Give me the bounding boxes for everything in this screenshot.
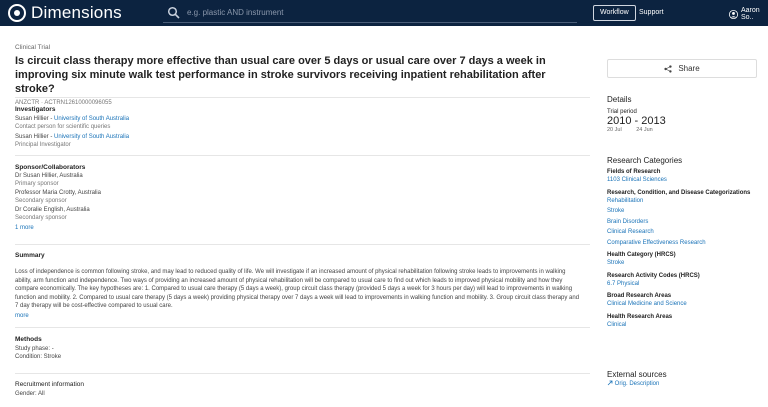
separator: - (48, 116, 55, 122)
condition: Condition: Stroke (15, 353, 62, 360)
investigator-item (15, 116, 129, 131)
sponsor-item (15, 207, 101, 222)
sponsor-item (15, 190, 101, 205)
investigators-heading: Investigators (15, 106, 56, 113)
details-heading: Details (607, 95, 632, 104)
sponsor-name: Dr Susan Hillier, Australia (15, 173, 83, 179)
fields-of-research-label: Fields of Research (607, 169, 661, 175)
search-icon[interactable] (167, 6, 181, 20)
investigator-org-link[interactable]: University of South Australia (54, 134, 130, 140)
summary-section (15, 252, 45, 259)
summary-text: Loss of independence is common following stroke, and may lead to reduced quality of life. We will investigate if an increased amount of physical rehabilitation following stroke leads to improvements in walking ability, arm function and independence. Two ways of providing an increased amount of physical rehabilitation will be compared to usual care to find out which leads to improved physical mobility and how they compare economically. The key hypotheses are: 1. Compared to usual care therapy (5 days a week), group circuit class therapy (provided 5 days a week for 3 hours per day) will lead to improvements in walking function and mobility. 2. Compared to usual care therapy (5 days a week) providing physical therapy over 7 days a week will lead to improvements in walking function and mobility. 3. Group circuit class therapy and 7 day therapy will be cost-effective compared to usual care. (15, 269, 580, 310)
sponsors-heading: Sponsor/Collaborators (15, 164, 86, 171)
top-navigation-bar (0, 0, 768, 26)
rcdc-link[interactable]: Brain Disorders (607, 218, 649, 225)
support-link[interactable]: Support (639, 9, 664, 16)
workflow-button[interactable]: Workflow (593, 5, 636, 21)
rcdc-link[interactable]: Comparative Effectiveness Research (607, 239, 706, 246)
divider (15, 244, 590, 245)
divider (15, 327, 590, 328)
summary-more-link[interactable]: more (15, 313, 29, 319)
health-research-areas-label: Health Research Areas (607, 313, 673, 320)
methods-section (15, 336, 61, 361)
start-date: 20 Jul (607, 127, 622, 133)
methods-heading: Methods (15, 336, 42, 343)
details-panel (607, 95, 757, 133)
external-source-link[interactable] (607, 379, 757, 389)
share-icon (664, 65, 672, 73)
user-name: Aaron So.. (741, 7, 760, 21)
sponsor-name: Professor Maria Crotty, Australia (15, 190, 101, 196)
hrcs-label: Health Category (HRCS) (607, 252, 676, 258)
sponsor-name: Dr Coralie English, Australia (15, 207, 90, 213)
logo-mark-icon (8, 4, 26, 22)
trial-period-dates (607, 127, 757, 133)
summary-heading: Summary (15, 252, 45, 259)
rcdc-link[interactable]: Clinical Research (607, 229, 654, 235)
divider (15, 155, 590, 156)
hrcs-link[interactable]: Stroke (607, 260, 625, 266)
sponsors-more-link[interactable]: 1 more (15, 225, 34, 231)
record-type: Clinical Trial (15, 44, 51, 51)
gender: Gender: All (15, 391, 45, 397)
recruitment-heading: Recruitment information (15, 381, 84, 388)
health-research-areas-link[interactable]: Clinical (607, 321, 627, 328)
share-button[interactable] (607, 59, 757, 78)
end-date: 24 Jun (636, 127, 653, 133)
broad-research-areas-label: Broad Research Areas (607, 293, 672, 299)
investigator-role: Principal Investigator (15, 141, 71, 148)
research-categories-panel (607, 156, 757, 330)
investigator-role: Contact person for scientific queries (15, 123, 111, 130)
sponsor-item (15, 173, 101, 188)
rcdc-link[interactable]: Stroke (607, 208, 625, 214)
page-title: Is circuit class therapy more effective than usual care over 5 days or usual care over 7 days a week in improving six minute walk test performance in stroke survivors receiving inpatient rehabilitation after stroke? (15, 55, 546, 95)
study-phase: Study phase: - (15, 346, 54, 352)
activity-codes-link[interactable]: 6.7 Physical (607, 280, 640, 287)
sponsors-section (15, 164, 101, 231)
research-categories-heading: Research Categories (607, 156, 683, 165)
rcdc-label: Research, Condition, and Disease Categorizations (607, 189, 751, 196)
record-identifiers: ANZCTR · ACTRN12610000096055 (15, 100, 112, 106)
investigator-name: Susan Hillier (15, 116, 49, 122)
user-avatar-icon (729, 10, 738, 19)
broad-research-areas-link[interactable]: Clinical Medicine and Science (607, 301, 687, 307)
share-label: Share (678, 64, 700, 73)
rcdc-link[interactable]: Rehabilitation (607, 197, 644, 204)
divider (15, 97, 590, 98)
dimensions-logo[interactable] (8, 3, 122, 22)
sponsor-role: Primary sponsor (15, 180, 59, 187)
investigator-name: Susan Hillier (15, 134, 49, 140)
search-input[interactable] (187, 8, 567, 17)
trial-period-value: 2010 - 2013 (607, 115, 666, 127)
recruitment-section (15, 381, 84, 399)
search-bar[interactable] (163, 3, 577, 23)
activity-codes-label: Research Activity Codes (HRCS) (607, 272, 700, 279)
divider (15, 373, 590, 374)
external-link-icon (607, 380, 613, 386)
investigators-section (15, 106, 129, 149)
brand-name: Dimensions (31, 3, 122, 22)
external-source-label: Orig. Description (614, 381, 660, 387)
fields-of-research-link[interactable]: 1103 Clinical Sciences (607, 177, 667, 183)
separator: - (48, 134, 55, 140)
sponsor-role: Secondary sponsor (15, 197, 67, 204)
user-menu[interactable] (729, 7, 768, 21)
external-sources-panel (607, 370, 757, 389)
trial-period-label: Trial period (607, 109, 637, 115)
investigator-item (15, 134, 129, 149)
investigator-org-link[interactable]: University of South Australia (54, 116, 130, 122)
sponsor-role: Secondary sponsor (15, 214, 67, 221)
external-sources-heading: External sources (607, 370, 667, 379)
